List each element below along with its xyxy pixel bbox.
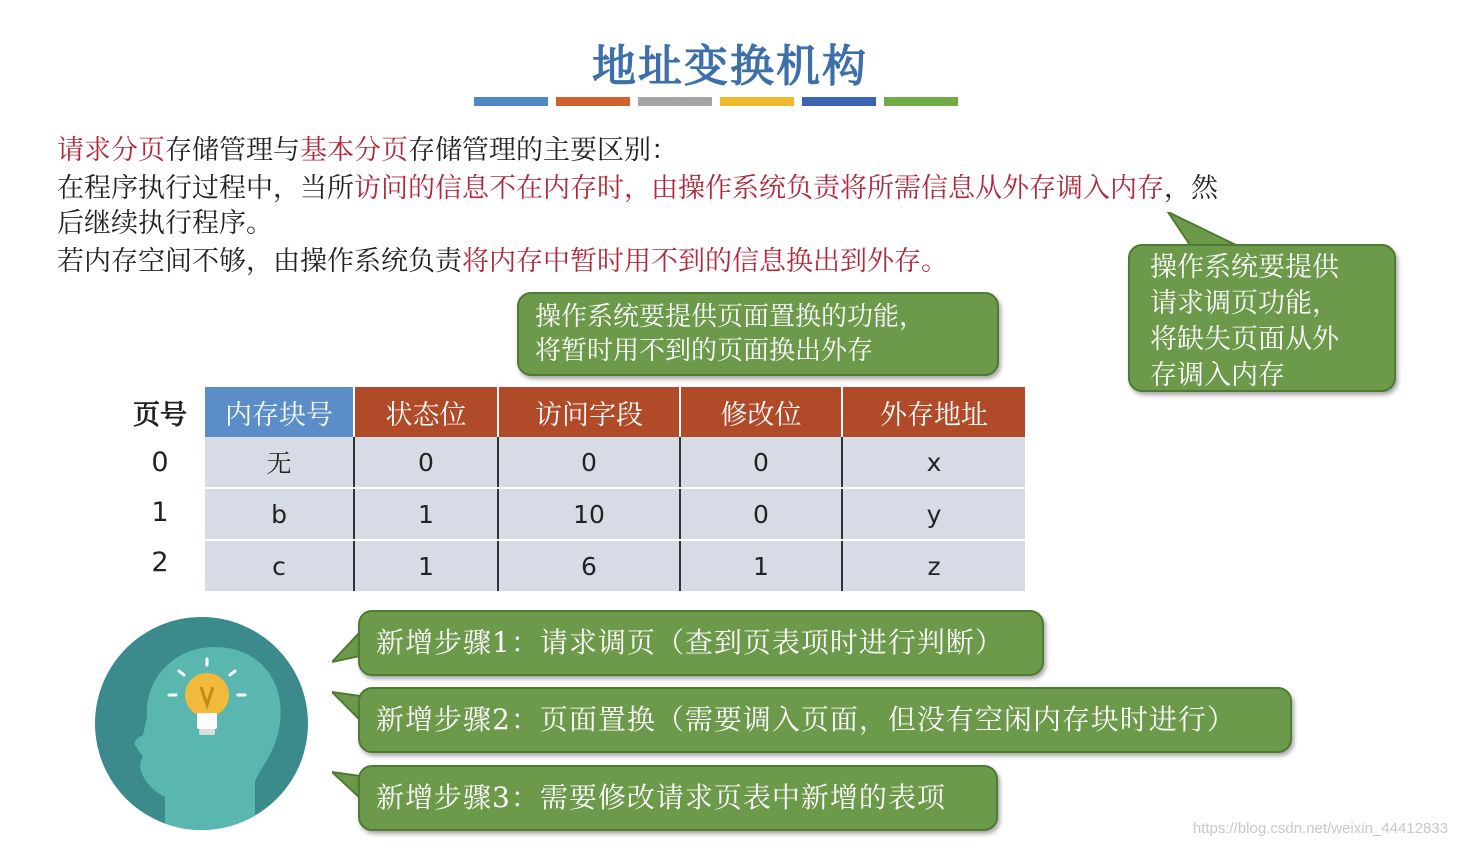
color-bar-yellow (720, 97, 794, 106)
text-demand-paging: 请求分页 (57, 135, 165, 166)
color-bar-green (884, 97, 958, 106)
step-text: 新增步骤3：需要修改请求页表中新增的表项 (358, 765, 998, 831)
header-modify-bit: 修改位 (680, 387, 842, 437)
table-cell: 1 (354, 540, 498, 592)
table-cell: z (842, 540, 1025, 592)
text-segment: ，然 (1164, 173, 1218, 204)
thinking-head-illustration (95, 617, 308, 830)
intro-line-1 (57, 134, 678, 168)
text-segment: 若内存空间不够，由操作系统负责 (57, 246, 462, 277)
text-segment: 在程序执行过程中，当所 (57, 173, 354, 204)
intro-line-3: 后继续执行程序。 (57, 208, 273, 239)
header-access-field: 访问字段 (498, 387, 680, 437)
text-basic-paging: 基本分页 (300, 135, 408, 166)
callout-body (1128, 244, 1396, 392)
color-bar-navy (802, 97, 876, 106)
table-cell: c (205, 540, 354, 592)
step-text: 新增步骤2：页面置换（需要调入页面，但没有空闲内存块时进行） (358, 687, 1292, 753)
table-cell: 0 (680, 437, 842, 488)
intro-line-4 (57, 245, 948, 279)
callout-line: 请求调页功能， (1150, 288, 1339, 319)
intro-line-2 (57, 172, 1218, 206)
table-header-row (205, 387, 1025, 437)
table-row (205, 488, 1025, 540)
table-cell: x (842, 437, 1025, 488)
callout-line: 将暂时用不到的页面换出外存 (535, 336, 874, 366)
table-row (205, 437, 1025, 488)
callout-line: 操作系统要提供 (1150, 252, 1339, 283)
page-number-header: 页号 (133, 400, 187, 431)
step-text: 新增步骤1：请求调页（查到页表项时进行判断） (358, 610, 1044, 676)
text-segment: 存储管理的主要区别： (408, 135, 678, 166)
text-highlight: 访问的信息不在内存时，由操作系统负责将所需信息从外存调入内存 (354, 173, 1164, 204)
head-lightbulb-icon (95, 617, 308, 830)
text-segment: 存储管理与 (165, 135, 300, 166)
color-bar-gray (638, 97, 712, 106)
header-block-number: 内存块号 (205, 387, 354, 437)
header-disk-address: 外存地址 (842, 387, 1025, 437)
table-cell: 10 (498, 488, 680, 540)
page-title: 地址变换机构 (592, 41, 868, 92)
callout-line: 操作系统要提供页面置换的功能， (535, 302, 926, 332)
table-row (205, 540, 1025, 592)
table-cell: 无 (205, 437, 354, 488)
table-cell: b (205, 488, 354, 540)
table-cell: 0 (498, 437, 680, 488)
callout-line: 将缺失页面从外 (1150, 324, 1339, 355)
color-bar-blue (474, 97, 548, 106)
watermark: https://blog.csdn.net/weixin_44412833 (1192, 820, 1448, 837)
callout-line: 存调入内存 (1150, 360, 1285, 391)
page-number: 0 (151, 447, 169, 478)
table-cell: 1 (354, 488, 498, 540)
page-number: 2 (151, 547, 169, 578)
table-cell: 1 (680, 540, 842, 592)
table-cell: 6 (498, 540, 680, 592)
page-number: 1 (151, 497, 169, 528)
text-highlight: 将内存中暂时用不到的信息换出到外存。 (462, 246, 948, 277)
color-bar-orange (556, 97, 630, 106)
header-status-bit: 状态位 (354, 387, 498, 437)
table-cell: 0 (680, 488, 842, 540)
table-cell: y (842, 488, 1025, 540)
page-table (205, 387, 1025, 593)
table-cell: 0 (354, 437, 498, 488)
page-replacement-callout (517, 292, 999, 376)
